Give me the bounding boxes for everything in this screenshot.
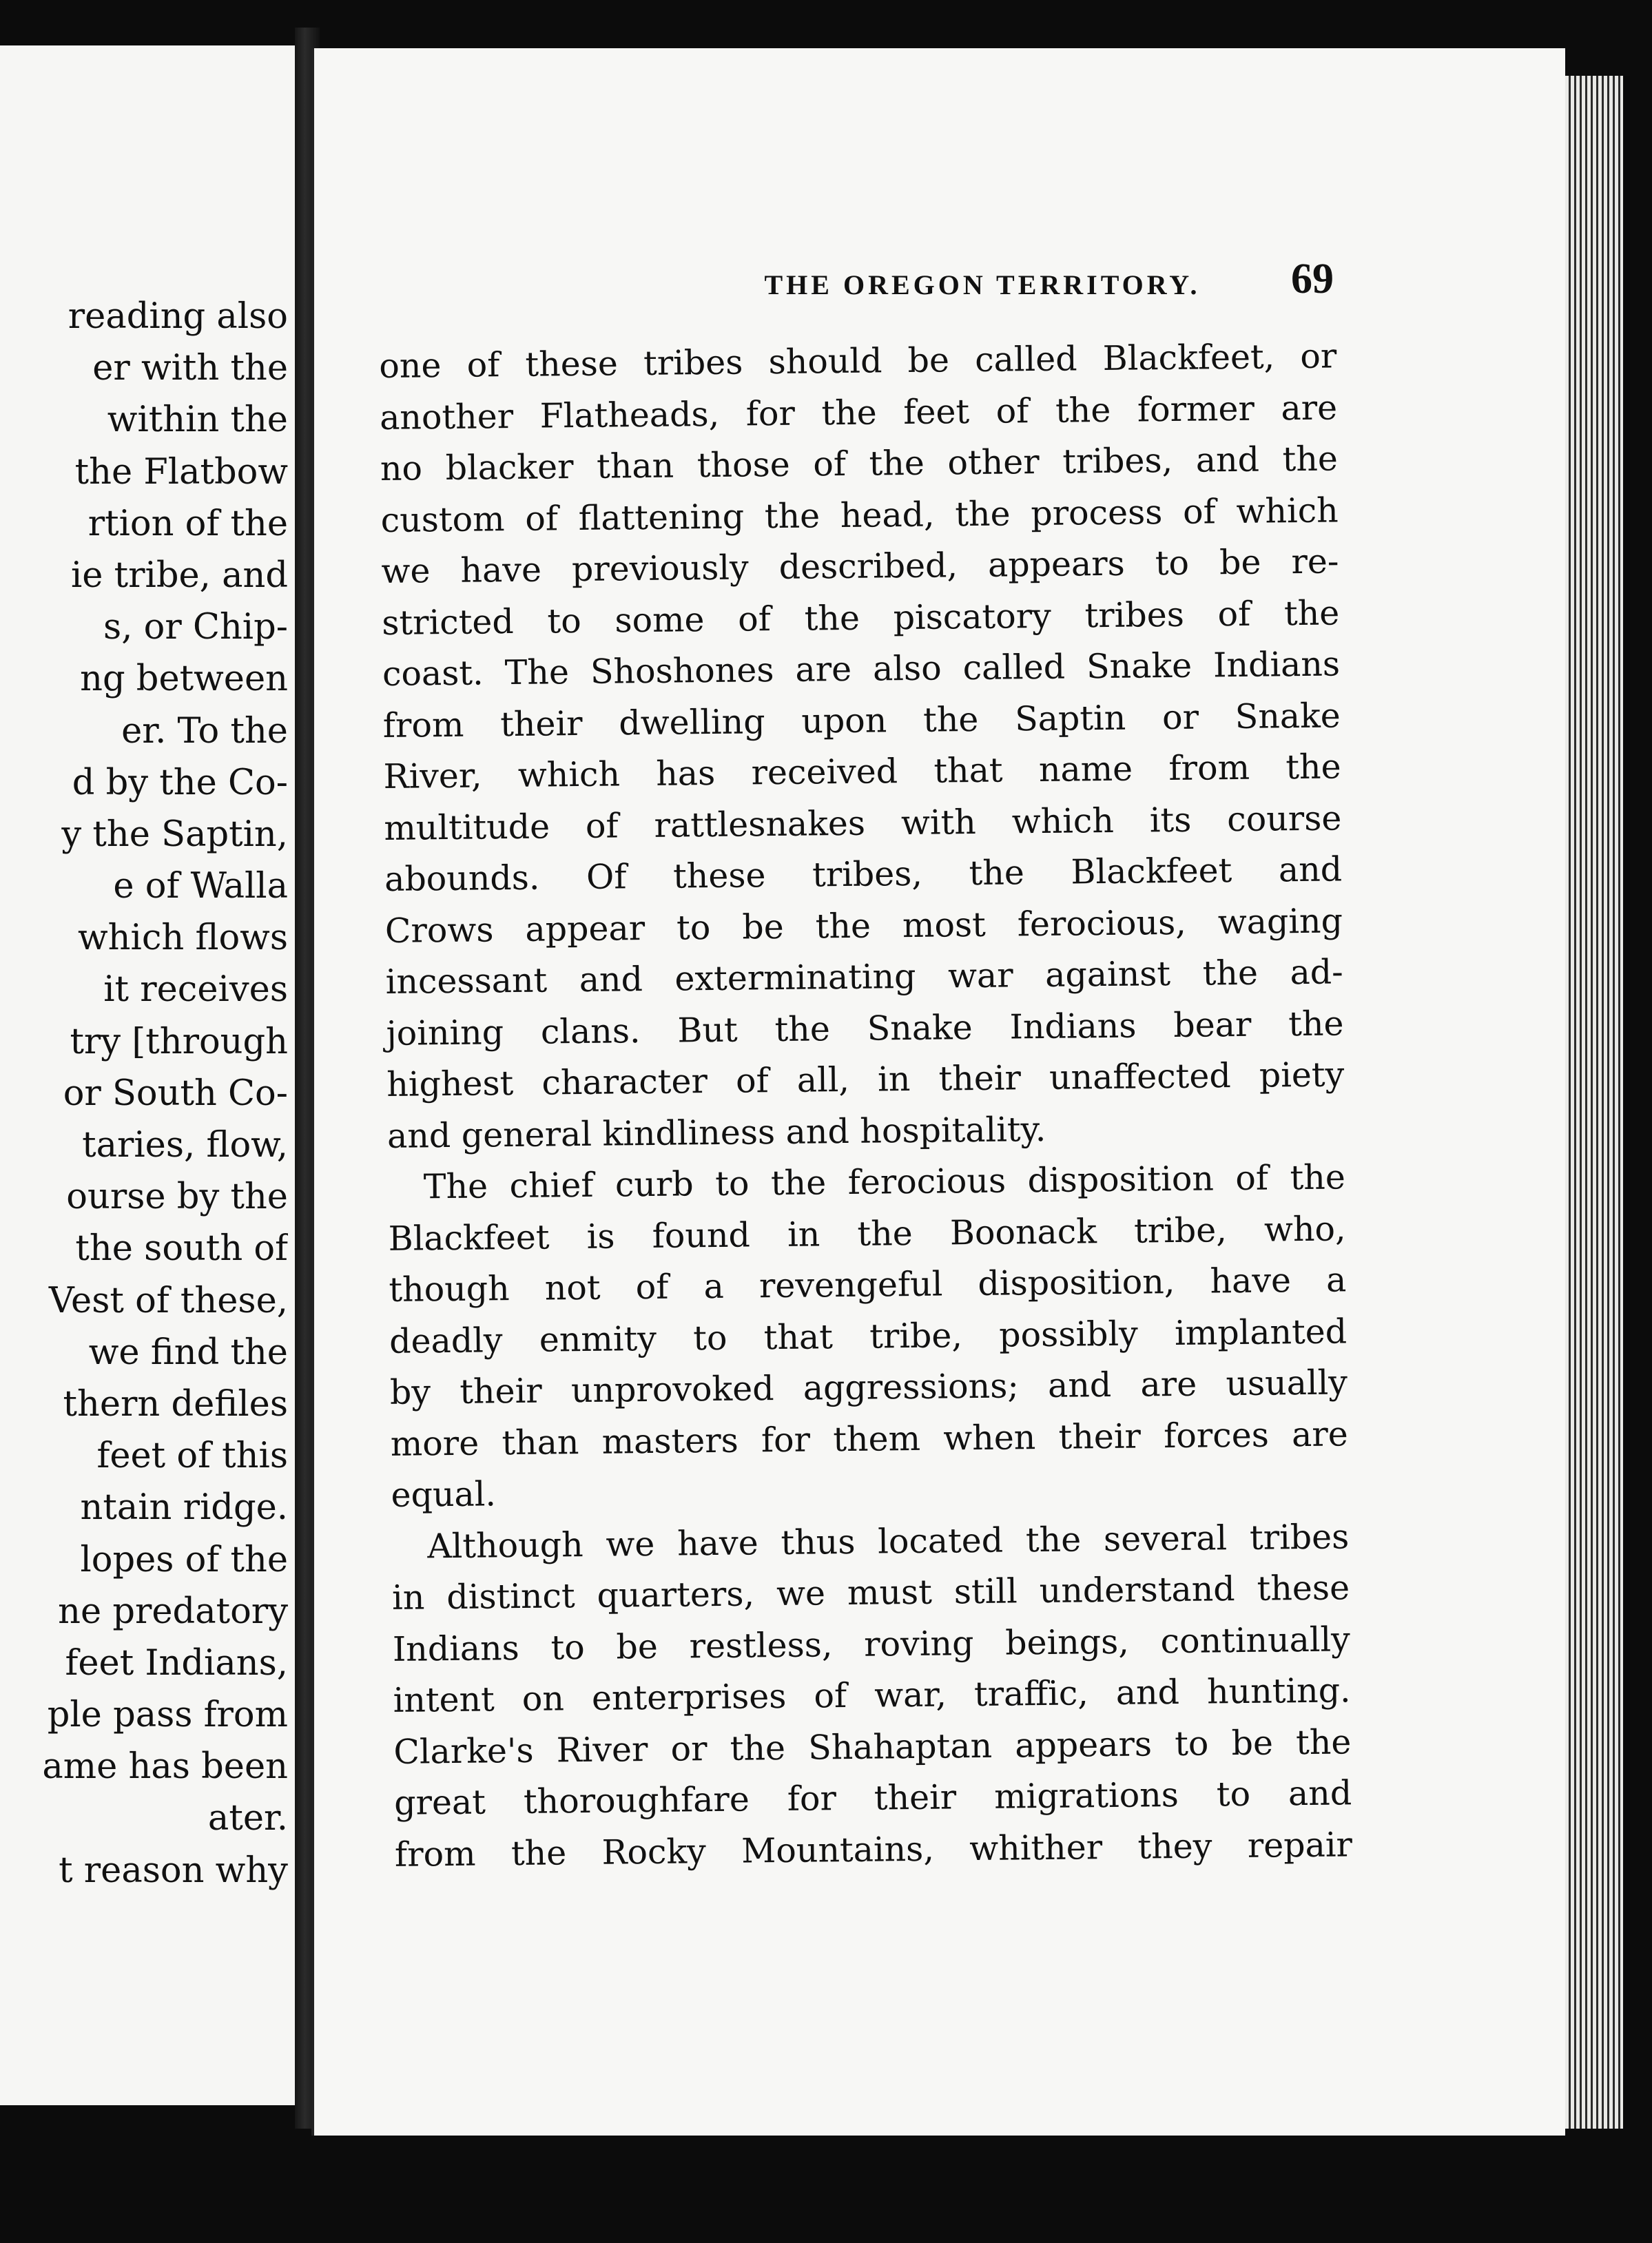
left-line: ntain ridge. (80, 1487, 288, 1529)
text-line: though not of a revengeful disposition, have a (389, 1260, 1347, 1310)
text-line: highest character of all, in their unaffected piety (386, 1055, 1345, 1104)
text-line: more than masters for them when their forces are (390, 1414, 1348, 1464)
text-line: Clarke's River or the Shahaptan appears to be the (393, 1722, 1352, 1772)
left-line: it receives (103, 969, 288, 1011)
text-line: The chief curb to the ferocious disposition of the (423, 1157, 1346, 1207)
left-line: the south of (75, 1228, 288, 1270)
left-line: feet Indians, (65, 1642, 288, 1684)
text-line: intent on enterprises of war, traffic, and hunting. (393, 1671, 1351, 1720)
left-line: lopes of the (80, 1539, 288, 1580)
left-line: ie tribe, and (70, 555, 288, 596)
text-line: we have previously described, appears to be re- (381, 541, 1339, 591)
left-line: feet of this (96, 1436, 288, 1477)
left-line: er with the (92, 348, 288, 389)
left-page-fragment (0, 45, 299, 2105)
text-line: no blacker than those of the other tribes, and the (380, 439, 1339, 488)
left-line: Vest of these, (48, 1280, 288, 1321)
left-line: t reason why (59, 1850, 288, 1891)
left-line: ne predatory (58, 1591, 288, 1632)
left-line: within the (107, 400, 288, 441)
text-line: great thoroughfare for their migrations to and (393, 1773, 1352, 1823)
text-line: one of these tribes should be called Blackfeet, or (379, 336, 1337, 386)
text-line: in distinct quarters, we must still understand these (391, 1568, 1350, 1617)
left-line: e of Walla (113, 866, 288, 907)
text-line: Crows appear to be the most ferocious, waging (384, 900, 1343, 951)
left-line: thern defiles (63, 1383, 288, 1425)
text-line: Indians to be restless, roving beings, continually (392, 1619, 1351, 1669)
left-line: taries, flow, (82, 1125, 288, 1166)
text-line: stricted to some of the piscatory tribes of the (381, 592, 1340, 643)
text-line: Blackfeet is found in the Boonack tribe, who, (388, 1208, 1346, 1259)
left-line: y the Saptin, (61, 814, 288, 855)
page-number: 69 (1291, 256, 1334, 302)
text-line: River, which has received that name from the (383, 747, 1341, 796)
left-line: which flows (78, 918, 288, 959)
left-line: ater. (207, 1798, 288, 1839)
text-line: another Flatheads, for the feet of the former are (379, 387, 1338, 437)
body-text (379, 331, 1352, 1880)
left-line: ng between (80, 659, 288, 700)
text-line: Although we have thus located the several tribes (427, 1516, 1350, 1566)
running-head: THE OREGON TERRITORY. (764, 269, 1201, 300)
text-line: joining clans. But the Snake Indians bear the (386, 1003, 1344, 1053)
left-page-text (0, 291, 288, 1896)
text-line: and general kindliness and hospitality. (386, 1109, 1046, 1156)
left-line: s, or Chip- (103, 607, 288, 648)
left-line: ourse by the (66, 1177, 288, 1218)
left-line: d by the Co- (72, 762, 288, 803)
text-line: multitude of rattlesnakes with which its course (384, 798, 1342, 848)
right-page (311, 48, 1565, 2136)
left-line: we find the (88, 1332, 288, 1373)
left-line: try [through (70, 1021, 288, 1062)
text-line: by their unprovoked aggressions; and are usually (389, 1363, 1348, 1412)
left-line: ame has been (42, 1746, 288, 1788)
left-line: ple pass from (47, 1695, 288, 1736)
left-line: or South Co- (63, 1073, 288, 1114)
left-line: reading also (68, 296, 288, 337)
text-line: from the Rocky Mountains, whither they repair (394, 1824, 1353, 1874)
left-line: rtion of the (87, 503, 288, 544)
text-line: incessant and exterminating war against the ad- (385, 952, 1343, 1002)
text-line: coast. The Shoshones are also called Snake Indians (382, 644, 1341, 694)
text-line: abounds. Of these tribes, the Blackfeet and (384, 849, 1343, 899)
left-line: er. To the (121, 710, 288, 752)
text-line: from their dwelling upon the Saptin or Snake (382, 695, 1341, 745)
text-line: custom of flattening the head, the process of which (380, 490, 1339, 540)
text-line: equal. (391, 1474, 497, 1515)
left-line: the Flatbow (74, 451, 288, 493)
text-line: deadly enmity to that tribe, possibly implanted (389, 1311, 1348, 1361)
